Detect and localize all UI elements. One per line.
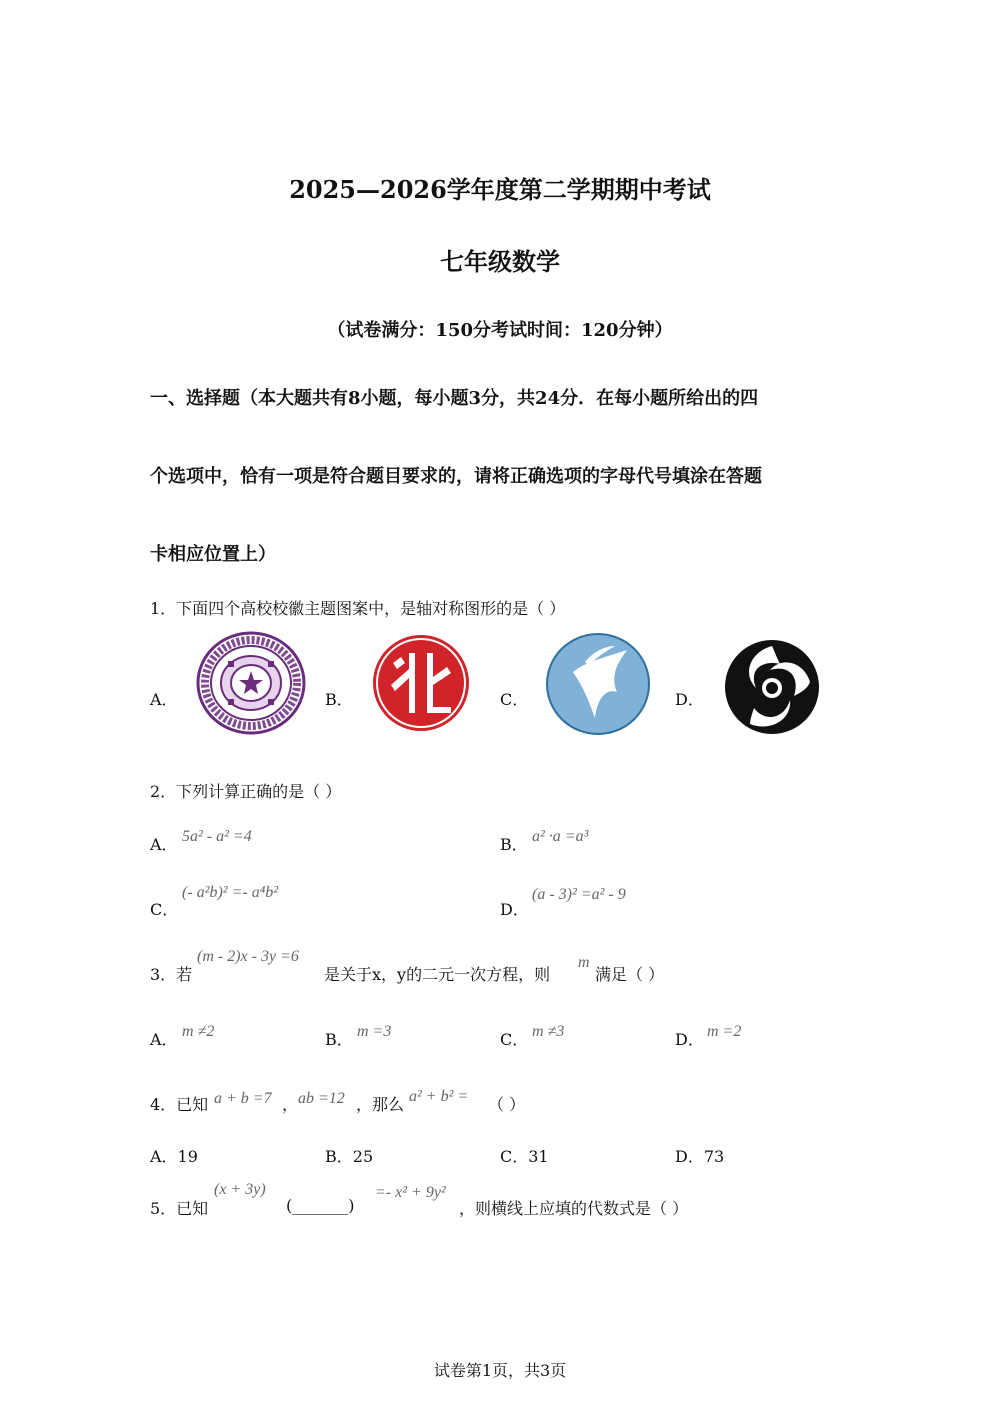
q5-factor: (x + 3y)	[214, 1181, 266, 1198]
q5-result: =- x² + 9y²	[375, 1184, 446, 1201]
q3-option-c-math: m ≠3	[532, 1023, 565, 1040]
q1-option-a-label: A．	[150, 690, 178, 709]
section1-line2: 个选项中，恰有一项是符合题目要求的，请将正确选项的字母代号填涂在答题	[150, 466, 762, 487]
q5-blank: (_______)	[286, 1196, 355, 1215]
section1-line1: 一、选择题（本大题共有8小题，每小题3分，共24分．在每小题所给出的四	[150, 388, 759, 409]
q4-mid: ，那么	[356, 1095, 405, 1114]
q4-end: （ ）	[488, 1095, 526, 1114]
section1-line3: 卡相应位置上）	[150, 544, 276, 565]
tsinghua-logo	[196, 631, 306, 735]
subject-title: 七年级数学	[440, 247, 560, 276]
q3-end: 满足（ ）	[595, 965, 665, 984]
q2-option-d-math: (a - 3)² =a² - 9	[532, 886, 626, 903]
q5-end: ，则横线上应填的代数式是（ ）	[459, 1199, 689, 1218]
q4-separator: ，	[282, 1095, 299, 1114]
q3-variable-m: m	[578, 954, 590, 971]
q1-option-c-label: C．	[500, 690, 529, 709]
q3-option-b-label: B．	[325, 1030, 353, 1049]
q4-option-d: D．73	[675, 1147, 725, 1166]
q2-option-a-math: 5a² - a² =4	[182, 828, 252, 845]
q4-option-b: B．25	[325, 1147, 374, 1166]
q3-option-d-math: m =2	[707, 1023, 742, 1040]
q3-option-a-label: A．	[150, 1030, 178, 1049]
exam-title: 2025—2026学年度第二学期期中考试	[289, 175, 711, 204]
q2-option-c-label: C．	[150, 900, 179, 919]
q2-stem: 2．下列计算正确的是（ ）	[150, 782, 342, 801]
q2-option-a-label: A．	[150, 835, 178, 854]
q5-prefix: 5．已知	[150, 1199, 209, 1218]
q4-option-a: A．19	[150, 1147, 198, 1166]
peking-logo	[371, 633, 471, 733]
q1-option-b-label: B．	[325, 690, 353, 709]
q1-option-d-label: D．	[675, 690, 704, 709]
bird-logo	[545, 632, 651, 736]
q3-option-b-math: m =3	[357, 1023, 392, 1040]
q2-option-b-math: a² ·a =a³	[532, 828, 589, 845]
q2-option-d-label: D．	[500, 900, 529, 919]
q2-option-b-label: B．	[500, 835, 528, 854]
q4-condition-product: ab =12	[298, 1090, 345, 1107]
q3-suffix: 是关于x，y的二元一次方程，则	[324, 965, 551, 984]
q4-prefix: 4．已知	[150, 1095, 209, 1114]
q3-equation: (m - 2)x - 3y =6	[197, 948, 299, 965]
page-footer: 试卷第1页，共3页	[433, 1361, 567, 1380]
q4-option-c: C．31	[500, 1147, 549, 1166]
q2-option-c-math: (- a²b)² =- a⁴b²	[182, 884, 279, 901]
q3-prefix: 3．若	[150, 965, 193, 984]
q1-stem: 1．下面四个高校校徽主题图案中，是轴对称图形的是（ ）	[150, 599, 566, 618]
exam-info: （试卷满分：150分考试时间：120分钟）	[327, 320, 673, 341]
q4-expression: a² + b² =	[409, 1088, 469, 1105]
q4-condition-sum: a + b =7	[214, 1090, 272, 1107]
q3-option-a-math: m ≠2	[182, 1023, 215, 1040]
swirl-logo	[720, 638, 824, 736]
q3-option-c-label: C．	[500, 1030, 529, 1049]
q3-option-d-label: D．	[675, 1030, 704, 1049]
